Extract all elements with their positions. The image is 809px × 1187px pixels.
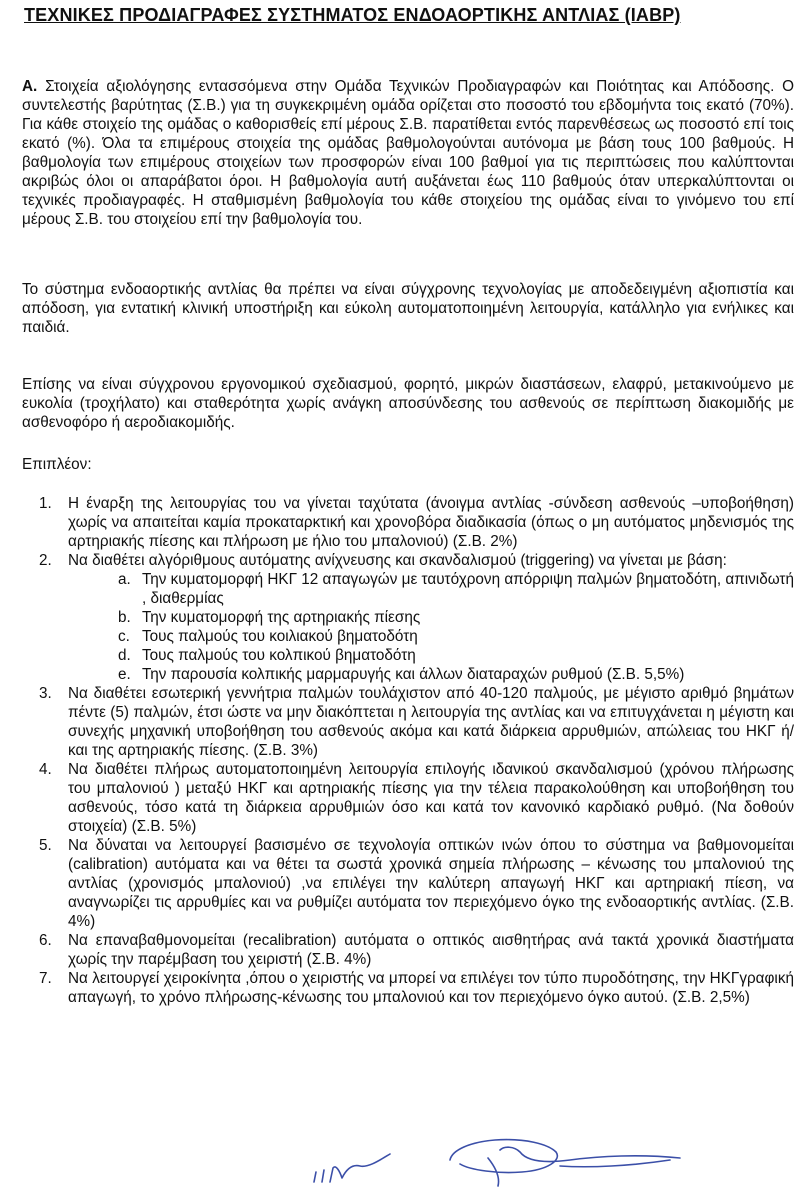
list-item <box>22 494 794 551</box>
item-text: Η έναρξη της λειτουργίας του να γίνεται ταχύτατα (άνοιγμα αντλίας -σύνδεση ασθενούς –υποβοήθηση) χωρίς να απαιτείται καμία προκαταρκτική και χρονοβόρα διαδικασία (όπως ο μη αυτόματος μηδενισμός της αρτηριακής πίεσης και πλήρωση με ήλιο του μπαλονιού) (Σ.Β. 2%) <box>68 495 794 550</box>
item-text: Να διαθέτει εσωτερική γεννήτρια παλμών τουλάχιστον από 40-120 παλμούς, με μέγιστο αριθμό βημάτων πέντε (5) παλμών, έτσι ώστε να μην διακόπτεται η λειτουργία της αντλίας και να επιτυγχάνεται η μέγιστη και συνεχής μηχανική υποβοήθηση του ασθενούς ακόμα και κατά διάρκεια αρρυθμιών, απώλειας του ΗΚΓ ή/και της αρτηριακής πίεσης. (Σ.Β. 3%) <box>68 685 794 759</box>
item-text: Να λειτουργεί χειροκίνητα ,όπου ο χειριστής να μπορεί να επιλέγει τον τύπο πυροδότησης, την ΗΚΓγραφική απαγωγή, το χρόνο πλήρωσης-κένωσης του μπαλονιού και τον περιεχόμενο όγκο αυτού. (Σ.Β. 2,5%) <box>68 970 794 1006</box>
item-number: 4. <box>39 761 52 778</box>
list-item <box>22 684 794 760</box>
item-number: 6. <box>39 932 52 949</box>
sub-item-letter: c. <box>118 628 130 645</box>
sub-list-item <box>68 646 794 665</box>
list-item <box>22 931 794 969</box>
sub-item-letter: d. <box>118 647 131 664</box>
item-number: 2. <box>39 552 52 569</box>
item-number: 7. <box>39 970 52 987</box>
sub-item-text: Την κυματομορφή ΗΚΓ 12 απαγωγών με ταυτόχρονη απόρριψη παλμών βηματοδότη, απινιδωτή , διαθερμίας <box>142 571 794 607</box>
initials-signature <box>314 1154 390 1182</box>
lead-in-text: Επιπλέον: <box>22 456 92 473</box>
sub-item-letter: e. <box>118 666 131 683</box>
intro-paragraph <box>22 77 794 229</box>
sub-list <box>68 570 794 684</box>
item-text: Να επαναβαθμονομείται (recalibration) αυτόματα ο οπτικός αισθητήρας ανά τακτά χρονικά διαστήματα χωρίς την παρέμβαση του χειριστή (Σ.Β. 4%) <box>68 932 794 968</box>
list-item <box>22 551 794 684</box>
item-number: 3. <box>39 685 52 702</box>
sub-item-text: Τους παλμούς του κοιλιακού βηματοδότη <box>142 628 418 645</box>
document-title: ΤΕΧΝΙΚΕΣ ΠΡΟΔΙΑΓΡΑΦΕΣ ΣΥΣΤΗΜΑΤΟΣ ΕΝΔΟΑΟΡΤΙΚΗΣ ΑΝΤΛΙΑΣ (IABP) <box>24 5 681 25</box>
section-label: Α. <box>22 78 38 95</box>
sub-list-item <box>68 665 794 684</box>
signature-mark <box>450 1140 680 1186</box>
sub-item-text: Τους παλμούς του κολπικού βηματοδότη <box>142 647 416 664</box>
item-text: Να διαθέτει πλήρως αυτοματοποιημένη λειτουργία επιλογής ιδανικού σκανδαλισμού (χρόνου πλήρωσης του μπαλονιού ) μεταξύ ΗΚΓ και αρτηριακής πίεσης για την τέλεια παρακολούθηση και υποβοήθηση του ασθενούς, τόσο κατά τη διάρκεια αρρυθμιών όσο και κατά τον κανονικό καρδιακό ρυθμό. (Να δοθούν στοιχεία) (Σ.Β. 5%) <box>68 761 794 835</box>
sub-list-item <box>68 627 794 646</box>
item-text: Να δύναται να λειτουργεί βασισμένο σε τεχνολογία οπτικών ινών όπου το σύστημα να βαθμονομείται (calibration) αυτόματα και να θέτει τα σωστά χρονικά σημεία πλήρωσης – κένωσης του μπαλονιού της αντλίας (χρονισμός μπαλονιού) ,να επιλέγει την καλύτερη απαγωγή ΗΚΓ και αρτηριακή πίεση, να αναγνωρίζει τις αρρυθμίες και να ρυθμίζει αυτόματα τον περιεχόμενο όγκο της ενδοαορτικής αντλίας. (Σ.Β. 4%) <box>68 837 794 930</box>
list-item <box>22 760 794 836</box>
handwritten-signatures <box>300 1120 800 1187</box>
sub-list-item <box>68 608 794 627</box>
list-item <box>22 836 794 931</box>
paragraph-technology: Το σύστημα ενδοαορτικής αντλίας θα πρέπει να είναι σύγχρονης τεχνολογίας με αποδεδειγμένη αξιοπιστία και απόδοση, για εντατική κλινική υποστήριξη και εύκολη αυτοματοποιημένη λειτουργία, κατάλληλο για ενήλικες και παιδιά. <box>22 281 794 336</box>
requirements-list <box>22 494 794 1007</box>
sub-item-letter: b. <box>118 609 131 626</box>
list-item <box>22 969 794 1007</box>
sub-item-letter: a. <box>118 571 131 588</box>
paragraph-ergonomics: Επίσης να είναι σύγχρονου εργονομικού σχεδιασμού, φορητό, μικρών διαστάσεων, ελαφρύ, μετακινούμενο με ευκολία (τροχήλατο) και σταθερότητα χωρίς ανάγκη αποσύνδεσης του ασθενούς σε περίπτωση διακομιδής με ασθενοφόρο ή αεροδιακομιδής. <box>22 376 794 431</box>
item-number: 5. <box>39 837 52 854</box>
sub-item-text: Την κυματομορφή της αρτηριακής πίεσης <box>142 609 421 626</box>
item-text: Να διαθέτει αλγόριθμους αυτόματης ανίχνευσης και σκανδαλισμού (triggering) να γίνεται με βάση: <box>68 552 727 569</box>
item-number: 1. <box>39 495 52 512</box>
sub-list-item <box>68 570 794 608</box>
intro-text: Στοιχεία αξιολόγησης εντασσόμενα στην Ομάδα Τεχνικών Προδιαγραφών και Ποιότητας και Απόδοσης. Ο συντελεστής βαρύτητας (Σ.Β.) για τη συγκεκριμένη ομάδα ορίζεται στο ποσοστό του εβδομήντα τοις εκατό (70%). Για κάθε στοιχείο της ομάδας ο καθορισθείς επί μέρους Σ.Β. παρατίθεται εντός παρενθέσεως ως ποσοστό επί τοις εκατό (%). Όλα τα επιμέρους στοιχεία της ομάδας βαθμολογούνται αυτόνομα με βάση τους 100 βαθμούς. Η βαθμολογία των επιμέρους στοιχείων των προσφορών είναι 100 βαθμοί για τις περιπτώσεις που καλύπτονται ακριβώς όλοι οι απαράβατοι όροι. Η βαθμολογία αυτή αυξάνεται έως 110 βαθμούς όταν υπερκαλύπτονται οι τεχνικές προδιαγραφές. Η σταθμισμένη βαθμολογία του κάθε στοιχείου της ομάδας είναι το γινόμενο του επί μέρους Σ.Β. του στοιχείου επί την βαθμολογία του. <box>22 78 795 228</box>
sub-item-text: Την παρουσία κολπικής μαρμαρυγής και άλλων διαταραχών ρυθμού (Σ.Β. 5,5%) <box>142 666 685 683</box>
